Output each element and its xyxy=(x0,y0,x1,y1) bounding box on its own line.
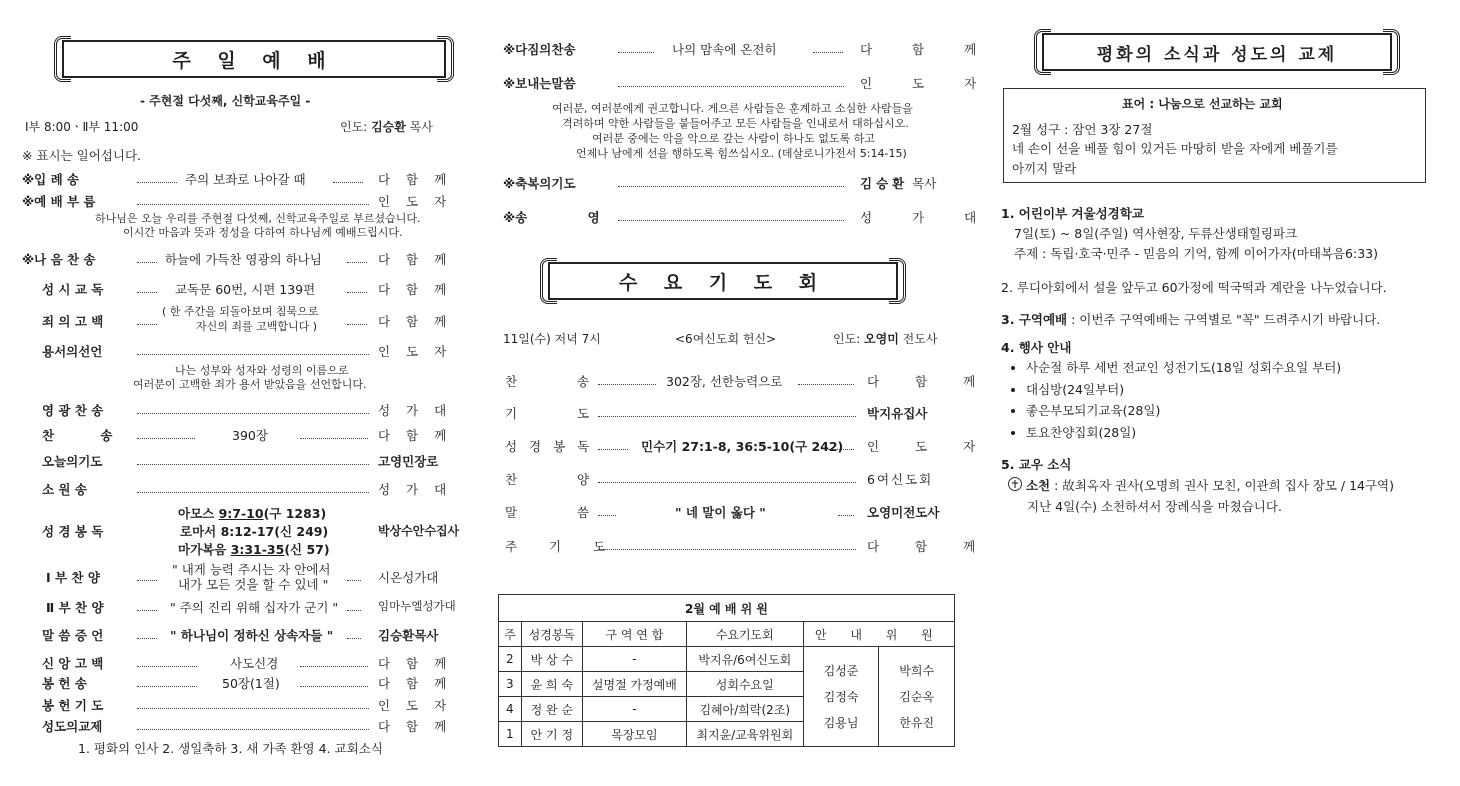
amen-right: 성 가 대 xyxy=(860,210,995,225)
scripture-1-book: 아모스 xyxy=(178,506,219,521)
motto: 표어 : 나눔으로 선교하는 교회 xyxy=(1122,97,1283,111)
choir2-right: 임마누엘성가대 xyxy=(378,599,456,613)
leader-dots xyxy=(813,52,843,53)
verse-ref: 2월 성구 : 잠언 3장 27절 xyxy=(1012,122,1153,137)
leader-dots xyxy=(347,610,361,611)
fellowship-note: 1. 평화의 인사 2. 생일축하 3. 새 가족 환영 4. 교회소식 xyxy=(78,741,383,756)
scripture-label: 성 경 봉 독 xyxy=(42,524,104,539)
news-1-title: 1. 어린이부 겨울성경학교 xyxy=(1001,206,1144,221)
wed-label-hymn: 찬 송 xyxy=(505,374,590,389)
list-item: • 토요찬양집회(28일) xyxy=(1026,422,1341,444)
verse-line-1: 네 손이 선을 베풀 힘이 있거든 마땅히 받을 자에게 베풀기를 xyxy=(1012,141,1338,156)
choir1-right: 시온성가대 xyxy=(378,570,439,585)
sermon-label: 말 씀 증 언 xyxy=(42,628,104,643)
order-label-hymn: ※나 음 찬 송 xyxy=(22,252,96,267)
offering-mid: 50장(1절) xyxy=(222,676,280,691)
news-4-list xyxy=(1010,357,1341,443)
leader-dots xyxy=(137,464,369,465)
table-row xyxy=(499,647,955,672)
order-mid-hymn: 하늘에 가득찬 영광의 하나님 xyxy=(165,252,322,267)
commit-mid: 나의 맘속에 온전히 xyxy=(672,42,777,57)
leader-dots xyxy=(137,610,157,611)
leader-dots xyxy=(137,354,369,355)
list-item: • 좋은부모되기교육(28일) xyxy=(1026,400,1341,422)
order-right-entrance: 다 함 께 xyxy=(378,172,453,187)
wed-right-praise: 6여신도회 xyxy=(867,472,934,487)
wed-leader-label: 인도: xyxy=(833,332,861,346)
verse-line-2: 아끼지 말라 xyxy=(1012,161,1077,176)
scripture-line-2: 로마서 8:12-17(신 249) xyxy=(180,524,329,539)
leader-dots xyxy=(598,482,856,483)
sermon-title: " 하나님이 정하신 상속자들 " xyxy=(170,628,334,643)
usher: 한유진 xyxy=(899,715,935,730)
order-right-prayer: 고영민장로 xyxy=(378,454,439,469)
bless-pastor-name: 김승환 xyxy=(860,176,909,191)
leader-dots xyxy=(137,638,157,639)
order-right-absolution: 인 도 자 xyxy=(378,344,453,359)
order-right-hymn: 다 함 께 xyxy=(378,252,453,267)
leader-dots xyxy=(137,686,197,687)
leader-dots xyxy=(137,413,369,414)
motto-box xyxy=(1003,88,1426,183)
news-5-text: : 故최옥자 권사(오명희 권사 모친, 이관희 집사 장모 / 14구역) xyxy=(1050,478,1395,493)
call-text-1: 하나님은 오늘 우리를 주현절 다섯째, 신학교육주일로 부르셨습니다. xyxy=(95,212,421,225)
ushers-col-a xyxy=(803,647,879,747)
leader-dots xyxy=(618,52,654,53)
leader-dots xyxy=(347,324,367,325)
order-right-responsive: 다 함 께 xyxy=(378,282,453,297)
news-1-line-2: 주제 : 독립·호국·민주 - 믿음의 기억, 함께 이어가자(마태복음6:33) xyxy=(1014,246,1379,261)
leader-dots xyxy=(137,262,157,263)
cell: 윤 희 숙 xyxy=(521,672,582,697)
send-text-1: 여러분, 여러분에게 권고합니다. 게으른 사람들은 훈계하고 소심한 사람들을 xyxy=(552,102,913,115)
confession-text-2: 자신의 죄를 고백합니다 ) xyxy=(196,320,318,333)
leader-dots xyxy=(137,729,369,730)
scripture-line-3 xyxy=(178,540,330,558)
offer-prayer-label: 봉 헌 기 도 xyxy=(42,698,104,713)
order-label-confession: 죄 의 고 백 xyxy=(42,314,104,329)
wed-time: 11일(수) 저녁 7시 xyxy=(503,332,601,346)
wed-mid-scripture: 민수기 27:1-8, 36:5-10(구 242) xyxy=(641,439,844,454)
offering-right: 다 함 께 xyxy=(378,676,453,691)
scripture-line-1 xyxy=(178,504,326,522)
choir1-mid-2: 내가 모든 것을 할 수 있네 " xyxy=(178,577,329,592)
order-label-responsive: 성 시 교 독 xyxy=(42,282,104,297)
leader-dots xyxy=(137,580,157,581)
list-item: • 대심방(24일부터) xyxy=(1026,379,1341,401)
order-right-confession: 다 함 께 xyxy=(378,314,453,329)
cell: 박 상 수 xyxy=(521,647,582,672)
header-wednesday: 수요기도회 xyxy=(686,622,803,647)
scripture-3-ref: 3:31-35 xyxy=(230,542,285,557)
scripture-3-book: 마가복음 xyxy=(178,542,231,557)
duty-roster-title: 2월 예 배 위 원 xyxy=(499,595,955,622)
leader-dots xyxy=(137,204,369,205)
leader-dots xyxy=(137,292,157,293)
ushers-col-b xyxy=(879,647,955,747)
header-district: 구 역 연 합 xyxy=(582,622,686,647)
sermon-preacher: 김승환목사 xyxy=(378,628,439,643)
cell: 안 기 정 xyxy=(521,722,582,747)
leader-label: 인도: xyxy=(340,120,368,134)
order-right-wish: 성 가 대 xyxy=(378,482,453,497)
creed-label: 신 앙 고 백 xyxy=(42,656,104,671)
news-5-label: 소천 xyxy=(1025,478,1051,493)
order-label-prayer: 오늘의기도 xyxy=(42,454,103,469)
usher: 김정숙 xyxy=(823,689,859,704)
scripture-1-ref: 9:7-10 xyxy=(218,506,264,521)
leader-dots xyxy=(300,438,368,439)
scripture-1-page: (구 1283) xyxy=(263,506,327,521)
usher: 김성준 xyxy=(823,663,859,678)
news-banner: 평화의 소식과 성도의 교제 xyxy=(1042,33,1392,71)
cell: 목장모임 xyxy=(582,722,686,747)
usher: 김순옥 xyxy=(899,689,935,704)
order-label-absolution: 용서의선언 xyxy=(42,344,103,359)
choir2-mid: " 주의 진리 위해 십자가 군기 " xyxy=(170,600,339,615)
scripture-reader: 박상수안수집사 xyxy=(378,524,460,538)
leader-dots xyxy=(347,262,367,263)
bless-label: ※축복의기도 xyxy=(503,176,576,191)
leader-dots xyxy=(347,580,361,581)
order-right-call: 인 도 자 xyxy=(378,194,453,209)
leader-dots xyxy=(828,449,854,450)
cell: 설명절 가정예배 xyxy=(582,672,686,697)
choir2-label: Ⅱ 부 찬 양 xyxy=(46,600,104,615)
order-mid-responsive: 교독문 60번, 시편 139편 xyxy=(175,282,316,297)
news-4-title: 4. 행사 안내 xyxy=(1001,340,1072,355)
fellowship-label: 성도의교제 xyxy=(42,719,103,734)
wed-label-lords-prayer: 주 기 도 xyxy=(505,539,620,554)
news-2: 2. 루디아회에서 설을 앞두고 60가정에 떡국떡과 계란을 나누었습니다. xyxy=(1001,280,1387,295)
list-item: • 사순절 하루 세번 전교인 성전기도(18일 성회수요일 부터) xyxy=(1026,357,1341,379)
cell: 3 xyxy=(499,672,522,697)
wed-label-sermon: 말 씀 xyxy=(505,505,590,520)
order-mid-hymn2: 390장 xyxy=(232,428,268,443)
send-text-3: 여러분 중에는 악을 악으로 갚는 사람이 하나도 없도록 하고 xyxy=(592,132,875,145)
leader-dots xyxy=(137,666,197,667)
leader-dots xyxy=(300,686,368,687)
leader-dots xyxy=(137,324,157,325)
leader-dots xyxy=(137,182,177,183)
confession-text-1: ( 한 주간을 되돌아보며 침묵으로 xyxy=(162,305,319,318)
cell: - xyxy=(582,647,686,672)
order-right-gloria: 성 가 대 xyxy=(378,403,453,418)
wed-label-praise: 찬 양 xyxy=(505,472,590,487)
service-subtitle: - 주현절 다섯째, 신학교육주일 - xyxy=(140,94,311,108)
cell: 성회수요일 xyxy=(686,672,803,697)
order-label-entrance: ※입 례 송 xyxy=(22,172,80,187)
leader-dots xyxy=(798,384,854,385)
wed-right-hymn: 다 함 께 xyxy=(867,374,992,389)
order-label-hymn2: 찬 송 xyxy=(42,428,113,443)
offer-prayer-right: 인 도 자 xyxy=(378,698,453,713)
leader-dots xyxy=(137,708,369,709)
news-3-title: 3. 구역예배 xyxy=(1001,312,1068,327)
cross-icon xyxy=(1008,477,1022,491)
order-label-wish: 소 원 송 xyxy=(42,482,87,497)
leader-dots xyxy=(347,292,367,293)
leader-dots xyxy=(598,515,616,516)
leader-dots xyxy=(333,182,363,183)
leader-dots xyxy=(137,492,369,493)
send-text-2: 격려하며 약한 사람들을 붙들어주고 모든 사람들을 인내로서 대하십시오. xyxy=(562,117,909,130)
wed-leader-name: 오영미 xyxy=(864,332,899,346)
news-5-line-2: 지난 4일(수) 소천하셔서 장례식을 마쳤습니다. xyxy=(1027,499,1282,514)
leader-dots xyxy=(618,186,844,187)
news-3-text: : 이번주 구역예배는 구역별로 "꼭" 드려주시기 바랍니다. xyxy=(1067,312,1381,327)
call-text-2: 이시간 마음과 뜻과 정성을 다하여 하나님께 예배드립시다. xyxy=(123,226,403,239)
leader-dots xyxy=(618,220,844,221)
wed-theme: <6여신도회 헌신> xyxy=(675,332,777,346)
absolution-text-1: 나는 성부와 성자와 성령의 이름으로 xyxy=(175,364,349,377)
duty-roster-table xyxy=(498,594,955,747)
header-week: 주 xyxy=(499,622,522,647)
cell: 4 xyxy=(499,697,522,722)
wed-right-scripture: 인 도 자 xyxy=(867,439,992,454)
leader-dots xyxy=(598,549,856,550)
cell: - xyxy=(582,697,686,722)
cell: 최지윤/교육위원회 xyxy=(686,722,803,747)
news-3 xyxy=(1001,310,1380,328)
header-scripture: 성경봉독 xyxy=(521,622,582,647)
cell: 2 xyxy=(499,647,522,672)
wed-right-sermon xyxy=(867,503,939,521)
leader-dots xyxy=(300,666,368,667)
cell: 1 xyxy=(499,722,522,747)
leader-dots xyxy=(137,438,195,439)
usher: 박희수 xyxy=(899,663,935,678)
absolution-text-2: 여러분이 고백한 죄가 용서 받았음을 선언합니다. xyxy=(133,378,367,391)
order-right-hymn2: 다 함 께 xyxy=(378,428,453,443)
send-text-4: 언제나 남에게 선을 행하도록 힘쓰십시오. (데살로니가전서 5:14-15) xyxy=(576,147,907,160)
send-right: 인 도 자 xyxy=(860,76,995,91)
wed-label-prayer: 기 도 xyxy=(505,406,590,421)
leader-name: 김승환 xyxy=(371,120,406,134)
order-label-call: ※예 배 부 름 xyxy=(22,194,96,209)
wed-mid-sermon: " 네 말이 옳다 " xyxy=(675,505,766,520)
leader-dots xyxy=(598,384,656,385)
wed-leader xyxy=(833,330,937,347)
order-label-gloria: 영 광 찬 송 xyxy=(42,403,104,418)
choir1-label: Ⅰ 부 찬 양 xyxy=(46,570,100,585)
wed-mid-hymn: 302장, 선한능력으로 xyxy=(666,374,783,389)
wed-right-prayer: 박지유집사 xyxy=(867,406,928,421)
creed-right: 다 함 께 xyxy=(378,656,453,671)
news-5-title: 5. 교우 소식 xyxy=(1001,457,1072,472)
order-mid-entrance: 주의 보좌로 나아갈 때 xyxy=(185,172,306,187)
wednesday-prayer-banner: 수 요 기 도 회 xyxy=(548,262,898,300)
bless-right xyxy=(860,174,936,192)
leader-dots xyxy=(598,449,628,450)
creed-mid: 사도신경 xyxy=(230,656,279,671)
choir1-mid-1: " 내게 능력 주시는 자 안에서 xyxy=(172,562,331,577)
leader-dots xyxy=(598,416,856,417)
news-5-line-1 xyxy=(1008,476,1394,494)
service-leader xyxy=(340,118,433,135)
service-times: Ⅰ부 8:00ㆍⅡ부 11:00 xyxy=(25,120,139,134)
leader-dots xyxy=(347,638,361,639)
usher: 김용님 xyxy=(823,715,859,730)
amen-label: ※송 영 xyxy=(503,210,600,225)
leader-title: 목사 xyxy=(409,120,433,134)
offering-label: 봉 헌 송 xyxy=(42,676,87,691)
cell: 정 완 순 xyxy=(521,697,582,722)
scripture-3-page: (신 57) xyxy=(284,542,330,557)
wed-label-scripture: 성 경 봉 독 xyxy=(505,439,594,454)
sunday-service-banner: 주 일 예 배 xyxy=(62,40,446,78)
wed-leader-title: 전도사 xyxy=(902,332,938,346)
wed-preacher: 오영미전도사 xyxy=(867,505,940,520)
bless-pastor-title: 목사 xyxy=(912,176,937,191)
commit-label: ※다짐의찬송 xyxy=(503,42,576,57)
leader-dots xyxy=(618,86,844,87)
fellowship-right: 다 함 께 xyxy=(378,719,453,734)
wed-right-lords-prayer: 다 함 께 xyxy=(867,539,992,554)
cell: 김혜아/희락(2조) xyxy=(686,697,803,722)
send-label: ※보내는말씀 xyxy=(503,76,576,91)
news-1-line-1: 7일(토) ~ 8일(주일) 역사현장, 두류산생태힐링파크 xyxy=(1014,226,1298,241)
header-ushers: 안 내 위 원 xyxy=(803,622,954,647)
leader-dots xyxy=(838,515,854,516)
stand-note: ※ 표시는 일어섭니다. xyxy=(22,148,141,163)
commit-right: 다 함 께 xyxy=(860,42,995,57)
cell: 박지유/6여신도회 xyxy=(686,647,803,672)
